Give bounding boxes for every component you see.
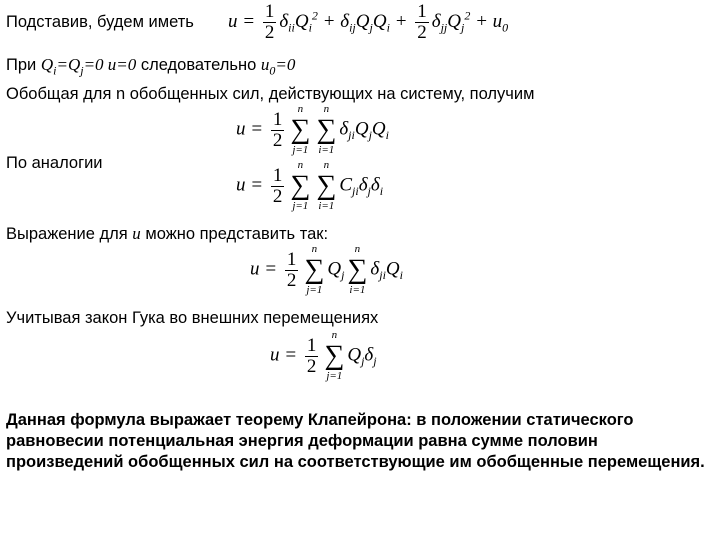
clapeyron-formula: u = $\frac{1}{2}$ n ∑ j=1 $Q_j\delta_j$: [270, 329, 377, 382]
clapeyron-theorem-statement: Данная формула выражает теорему Клапейрона: в положении статического равновесии потенциальная энергия деформации равна сумме половин произведений обобщенных сил на соответствующие им обобщенные перемещения.: [6, 411, 705, 471]
text-line-4: По аналогии: [6, 154, 103, 172]
energy-formula-grouped: u = $\frac{1}{2}$ n ∑ j=1 $Q_j$ n ∑ i=1 $\delta_{ji}Q_i$: [250, 243, 403, 296]
energy-formula-expanded: u = $\frac{1}{2}$ $\delta_{ii}Q_i^2 + \delta_{ij}Q_jQ_i$ + $\frac{1}{2}$ $\delta_{jj}Q_j^2 + u_0$: [228, 1, 509, 43]
text-line-6: Учитывая закон Гука во внешних перемещениях: [6, 309, 379, 327]
text-line-1: [6, 12, 194, 32]
intro-text: Подставив, будем иметь: [6, 13, 194, 31]
energy-formula-sum: u = $\frac{1}{2}$ n ∑ j=1 n ∑ i=1 $\delta_{ji}Q_jQ_i$: [236, 103, 389, 156]
u0-zero-formula: $u_0=0$: [260, 55, 296, 78]
text-line-3: Обобщая для n обобщенных сил, действующих на систему, получим: [6, 85, 535, 103]
text-line-5: Выражение для u можно представить так:: [6, 224, 329, 243]
energy-formula-stiffness: u = $\frac{1}{2}$ n ∑ j=1 n ∑ i=1 $C_{ji}\delta_j\delta_i$: [236, 159, 384, 212]
condition-formula: $Q_i=Q_j=0$ u=0: [40, 55, 137, 78]
text-line-2: При $Q_i=Q_j=0$ u=0 следовательно $u_0=0$: [6, 55, 296, 78]
